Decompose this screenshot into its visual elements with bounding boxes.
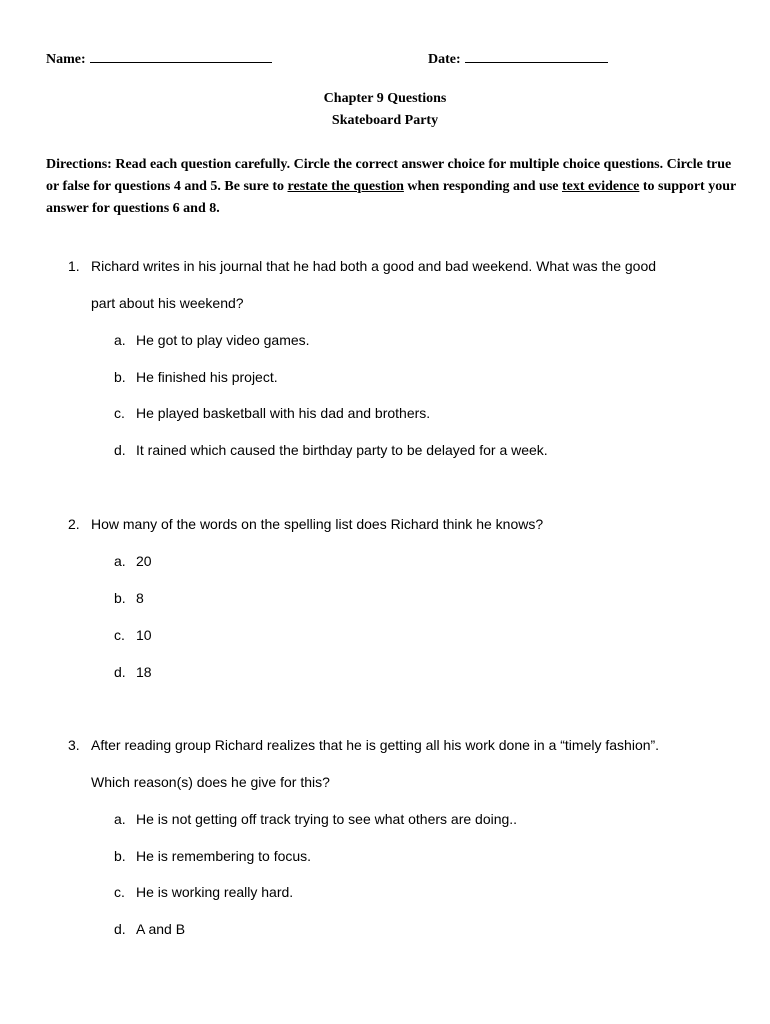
question-number: 2. [68, 516, 80, 532]
directions-underline-restate: restate the question [287, 179, 404, 194]
option-letter: c. [114, 884, 125, 900]
option-text: 10 [136, 627, 152, 643]
question-number: 1. [68, 258, 80, 274]
chapter-title: Chapter 9 Questions [323, 91, 447, 106]
option-text: He finished his project. [136, 369, 278, 385]
directions-label: Directions: [46, 157, 112, 172]
date-label: Date: [428, 52, 461, 67]
question-number: 3. [68, 737, 80, 753]
option-letter: a. [114, 553, 126, 569]
option-letter: d. [114, 442, 126, 458]
directions [46, 154, 736, 220]
option-text: 8 [136, 590, 144, 606]
question-text-line-2: part about his weekend? [91, 295, 244, 311]
option-letter: b. [114, 369, 126, 385]
option-text: He played basketball with his dad and brothers. [136, 405, 431, 421]
story-title: Skateboard Party [331, 113, 439, 128]
question-text-line-1: Richard writes in his journal that he had both a good and bad weekend. What was the good [91, 258, 657, 274]
option-letter: d. [114, 664, 126, 680]
option-letter: b. [114, 590, 126, 606]
option-letter: a. [114, 811, 126, 827]
question-text-line-1: After reading group Richard realizes that he is getting all his work done in a “timely fashion”. [91, 737, 660, 753]
option-letter: c. [114, 405, 125, 421]
option-text: 18 [136, 664, 152, 680]
directions-underline-text-evidence: text evidence [562, 179, 640, 194]
option-text: He is working really hard. [136, 884, 294, 900]
directions-text-1: Read each question carefully. Circle the correct answer choice for multiple choice questions. Circle true or false for questions 4 and 5. Be sure to [46, 157, 732, 194]
directions-text-2: when responding and use [407, 179, 559, 194]
option-letter: c. [114, 627, 125, 643]
option-letter: a. [114, 332, 126, 348]
option-text: He is remembering to focus. [136, 848, 312, 864]
option-letter: b. [114, 848, 126, 864]
date-blank-line[interactable] [465, 48, 608, 63]
option-text: He is not getting off track trying to see what others are doing.. [136, 811, 518, 827]
name-blank-line[interactable] [90, 48, 272, 63]
directions-text-3: to support your answer for questions 6 and 8. [46, 179, 736, 216]
option-text: He got to play video games. [136, 332, 310, 348]
option-letter: d. [114, 921, 126, 937]
option-text: A and B [136, 921, 186, 937]
date-field [428, 48, 608, 68]
question-text-line-1: How many of the words on the spelling list does Richard think he knows? [91, 516, 544, 532]
option-text: It rained which caused the birthday party to be delayed for a week. [136, 442, 548, 458]
name-label: Name: [46, 52, 86, 67]
question-text-line-2: Which reason(s) does he give for this? [91, 774, 330, 790]
option-text: 20 [136, 553, 152, 569]
name-field [46, 48, 272, 68]
